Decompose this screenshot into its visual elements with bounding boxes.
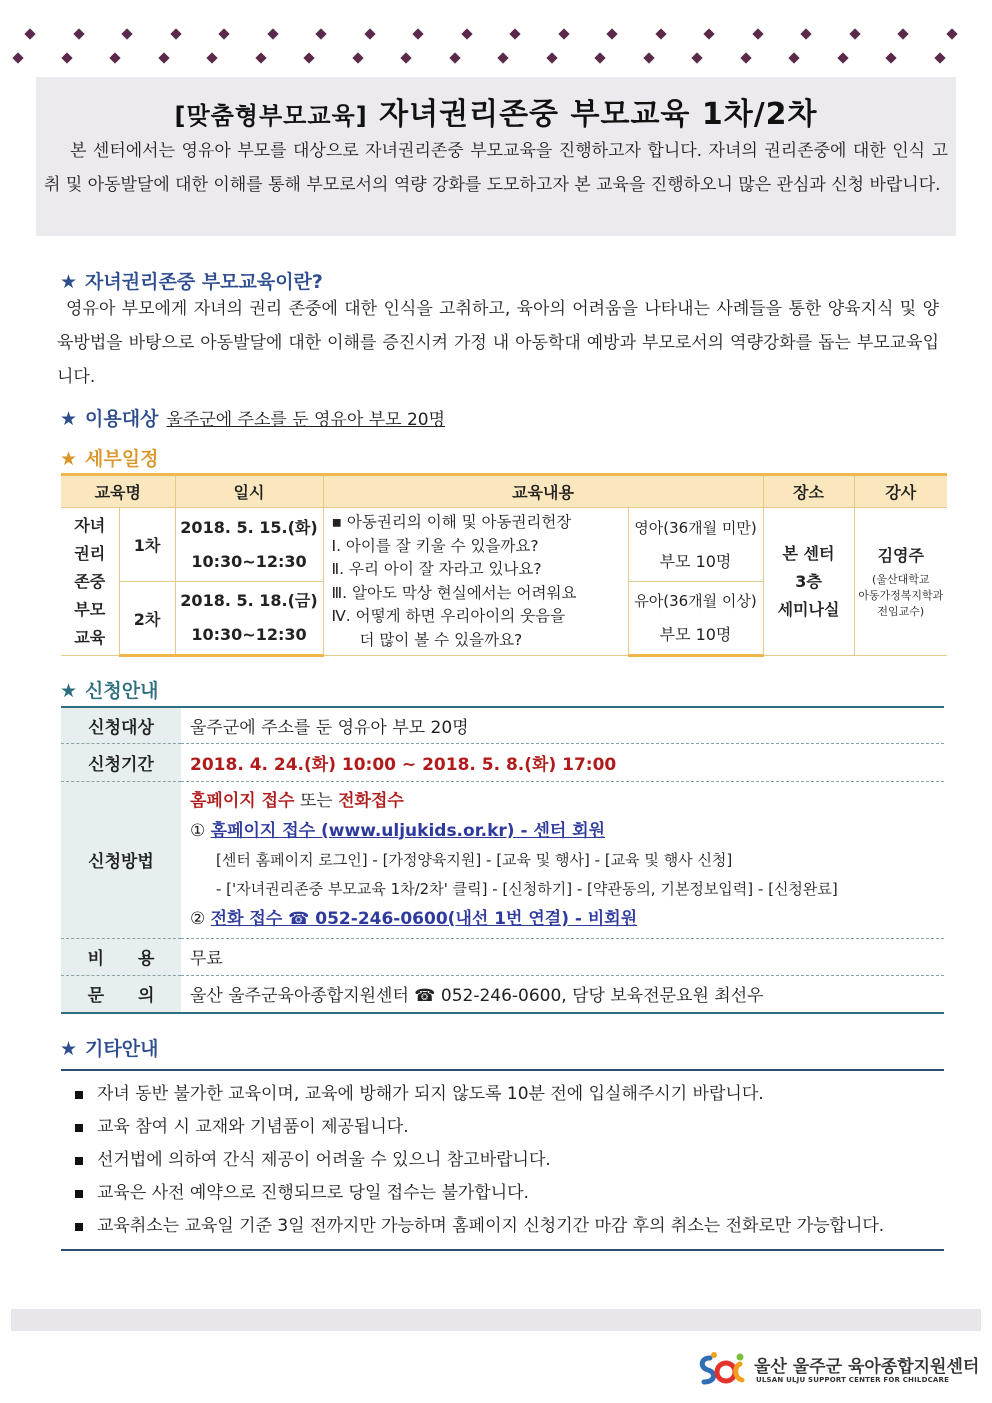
diamond-dot-icon (412, 28, 423, 39)
phone-apply-link[interactable]: 전화 접수 ☎ 052-246-0600(내선 1번 연결) - 비회원 (210, 908, 638, 929)
diamond-dot-icon (558, 28, 569, 39)
header-place: 장소 (763, 475, 854, 508)
square-bullet-icon (75, 1190, 83, 1198)
instructor-cell: 김영주 (울산대학교 아동가정복지학과 전임교수) (854, 508, 947, 656)
star-icon: ★ (60, 448, 78, 470)
method-step-2: - ['자녀권리존중 부모교육 1차/2차' 클릭] - [신청하기] - [약관동의, 기본정보입력] - [신청완료] (216, 879, 838, 898)
diamond-dot-icon (752, 28, 763, 39)
header-datetime: 일시 (175, 475, 323, 508)
square-bullet-icon (75, 1091, 83, 1099)
diamond-dot-icon (643, 52, 654, 63)
section-schedule-title: ★ 세부일정 (60, 448, 159, 470)
decorative-dot-border (14, 22, 980, 66)
diamond-dot-icon (655, 28, 666, 39)
section-target-title: ★ 이용대상 울주군에 주소를 둔 영유아 부모 20명 (60, 408, 446, 430)
table-header-row (61, 475, 947, 508)
target-text: 울주군에 주소를 둔 영유아 부모 20명 (166, 410, 446, 430)
footer-bar (11, 1309, 981, 1331)
diamond-dot-icon (885, 52, 896, 63)
diamond-dot-icon (946, 28, 957, 39)
diamond-dot-icon (897, 28, 908, 39)
diamond-dot-icon (849, 28, 860, 39)
section-about-title: ★ 자녀권리존중 부모교육이란? (60, 271, 323, 293)
org-logo-icon (696, 1350, 750, 1390)
diamond-dot-icon (788, 52, 799, 63)
list-item: 선거법에 의하여 간식 제공이 어려울 수 있으니 참고바랍니다. (71, 1144, 936, 1177)
diamond-dot-icon (509, 28, 520, 39)
diamond-dot-icon (24, 28, 35, 39)
diamond-dot-icon (255, 52, 266, 63)
apply-cost-label: 비 용 (61, 938, 181, 975)
apply-period-value: 2018. 4. 24.(화) 10:00 ~ 2018. 5. 8.(화) 17:00 (181, 743, 944, 781)
title-main: 자녀권리존중 부모교육 1차/2차 (379, 97, 818, 132)
header-course: 교육명 (61, 475, 175, 508)
diamond-dot-icon (594, 52, 605, 63)
list-item: 교육취소는 교육일 기준 3일 전까지만 가능하며 홈페이지 신청기간 마감 후의 취소는 전화로만 가능합니다. (71, 1210, 936, 1243)
method-step-1: [센터 홈페이지 로그인] - [가정양육지원] - [교육 및 행사] - [교육 및 행사 신청] (216, 850, 733, 869)
table-row (61, 707, 944, 743)
method-web-label: 홈페이지 접수 (190, 790, 295, 811)
org-name: 울산 울주군 육아종합지원센터 (754, 1357, 980, 1377)
diamond-dot-icon (303, 52, 314, 63)
diamond-dot-icon (315, 28, 326, 39)
diamond-dot-icon (352, 52, 363, 63)
table-row (61, 975, 944, 1013)
square-bullet-icon (75, 1223, 83, 1231)
content-list-cell: ▪ 아동권리의 이해 및 아동권리헌장 Ⅰ. 아이를 잘 키울 수 있을까요? Ⅱ. 우리 아이 잘 자라고 있나요? Ⅲ. 알아도 막상 현실에서는 어려워요 Ⅳ. 어떻게 하면 우리아이의 웃음을 더 많이 볼 수 있을까요? (323, 508, 628, 656)
schedule-table (61, 473, 947, 657)
apply-table (61, 706, 944, 1014)
datetime-cell: 2018. 5. 18.(금) 10:30~12:30 (175, 582, 323, 656)
footer-logo (696, 1350, 980, 1390)
apply-method-label: 신청방법 (61, 781, 181, 938)
round-cell: 1차 (119, 508, 175, 582)
diamond-dot-icon (61, 52, 72, 63)
list-item: 자녀 동반 불가한 교육이며, 교육에 방해가 되지 않도록 10분 전에 입실해주시기 바랍니다. (71, 1078, 936, 1111)
star-icon: ★ (60, 1038, 78, 1060)
diamond-dot-icon (703, 28, 714, 39)
apply-cost-value: 무료 (181, 938, 944, 975)
diamond-dot-icon (364, 28, 375, 39)
diamond-dot-icon (121, 28, 132, 39)
diamond-dot-icon (400, 52, 411, 63)
apply-target-value: 울주군에 주소를 둔 영유아 부모 20명 (181, 707, 944, 743)
diamond-dot-icon (691, 52, 702, 63)
table-row (61, 508, 947, 582)
diamond-dot-icon (606, 28, 617, 39)
session-target-cell: 유아(36개월 이상) 부모 10명 (628, 582, 763, 656)
diamond-dot-icon (170, 28, 181, 39)
diamond-dot-icon (267, 28, 278, 39)
header-box (36, 77, 956, 236)
course-name-cell: 자녀 권리 존중 부모 교육 (61, 508, 119, 656)
page-title (36, 89, 956, 133)
title-bracket: [맞춤형부모교육] (174, 102, 368, 130)
diamond-dot-icon (73, 28, 84, 39)
diamond-dot-icon (934, 52, 945, 63)
apply-period-label: 신청기간 (61, 743, 181, 781)
method-phone-label: 전화접수 (338, 790, 404, 811)
apply-inquiry-label: 문 의 (61, 975, 181, 1013)
diamond-dot-icon (461, 28, 472, 39)
session-target-cell: 영아(36개월 미만) 부모 10명 (628, 508, 763, 582)
square-bullet-icon (75, 1124, 83, 1132)
diamond-dot-icon (740, 52, 751, 63)
diamond-dot-icon (12, 52, 23, 63)
diamond-dot-icon (800, 28, 811, 39)
datetime-cell: 2018. 5. 15.(화) 10:30~12:30 (175, 508, 323, 582)
table-row (61, 938, 944, 975)
table-row (61, 781, 944, 938)
diamond-dot-icon (546, 52, 557, 63)
list-item: 교육 참여 시 교재와 기념품이 제공됩니다. (71, 1111, 936, 1144)
diamond-dot-icon (449, 52, 460, 63)
table-row (61, 743, 944, 781)
diamond-dot-icon (497, 52, 508, 63)
star-icon: ★ (60, 408, 78, 430)
diamond-dot-icon (206, 52, 217, 63)
diamond-dot-icon (837, 52, 848, 63)
org-name-english: ULSAN ULJU SUPPORT CENTER FOR CHILDCARE (756, 1376, 950, 1384)
apply-target-label: 신청대상 (61, 707, 181, 743)
round-cell: 2차 (119, 582, 175, 656)
section-apply-title: ★ 신청안내 (60, 680, 159, 702)
diamond-dot-icon (218, 28, 229, 39)
homepage-apply-link[interactable]: 홈페이지 접수 (www.uljukids.or.kr) - 센터 회원 (210, 820, 606, 841)
notes-list (61, 1069, 944, 1251)
diamond-dot-icon (158, 52, 169, 63)
list-item: 교육은 사전 예약으로 진행되므로 당일 접수는 불가합니다. (71, 1177, 936, 1210)
header-instructor: 강사 (854, 475, 947, 508)
square-bullet-icon (75, 1157, 83, 1165)
star-icon: ★ (60, 680, 78, 702)
diamond-dot-icon (109, 52, 120, 63)
apply-method-value: 홈페이지 접수 또는 전화접수 ① 홈페이지 접수 (www.uljukids.or.kr) - 센터 회원 [센터 홈페이지 로그인] - [가정양육지원] - [교육 및 행사] - [교육 및 행사 신청] - ['자녀권리존중 부모교육 1차/2차' 클릭] - [신청하기] - [약관동의, 기본정보입력] - [신청완료] ② 전화 접수 ☎ 052-246-0600(내선 1번 연결) - 비회원 (181, 781, 944, 938)
section-etc-title: ★ 기타안내 (60, 1038, 159, 1060)
apply-inquiry-value: 울산 울주군육아종합지원센터 ☎ 052-246-0600, 담당 보육전문요원 최선우 (181, 975, 944, 1013)
place-cell: 본 센터 3층 세미나실 (763, 508, 854, 656)
star-icon: ★ (60, 271, 78, 293)
about-paragraph: 영유아 부모에게 자녀의 권리 존중에 대한 인식을 고취하고, 육아의 어려움을 나타내는 사례들을 통한 양육지식 및 양육방법을 바탕으로 아동발달에 대한 이해를 증진시켜 가정 내 아동학대 예방과 부모로서의 역량강화를 돕는 부모교육입니다. (57, 299, 939, 387)
header-content: 교육내용 (323, 475, 763, 508)
intro-paragraph: 본 센터에서는 영유아 부모를 대상으로 자녀권리존중 부모교육을 진행하고자 합니다. 자녀의 권리존중에 대한 인식 고취 및 아동발달에 대한 이해를 통해 부모로서의 역량 강화를 도모하고자 본 교육을 진행하오니 많은 관심과 신청 바랍니다. (44, 141, 948, 195)
